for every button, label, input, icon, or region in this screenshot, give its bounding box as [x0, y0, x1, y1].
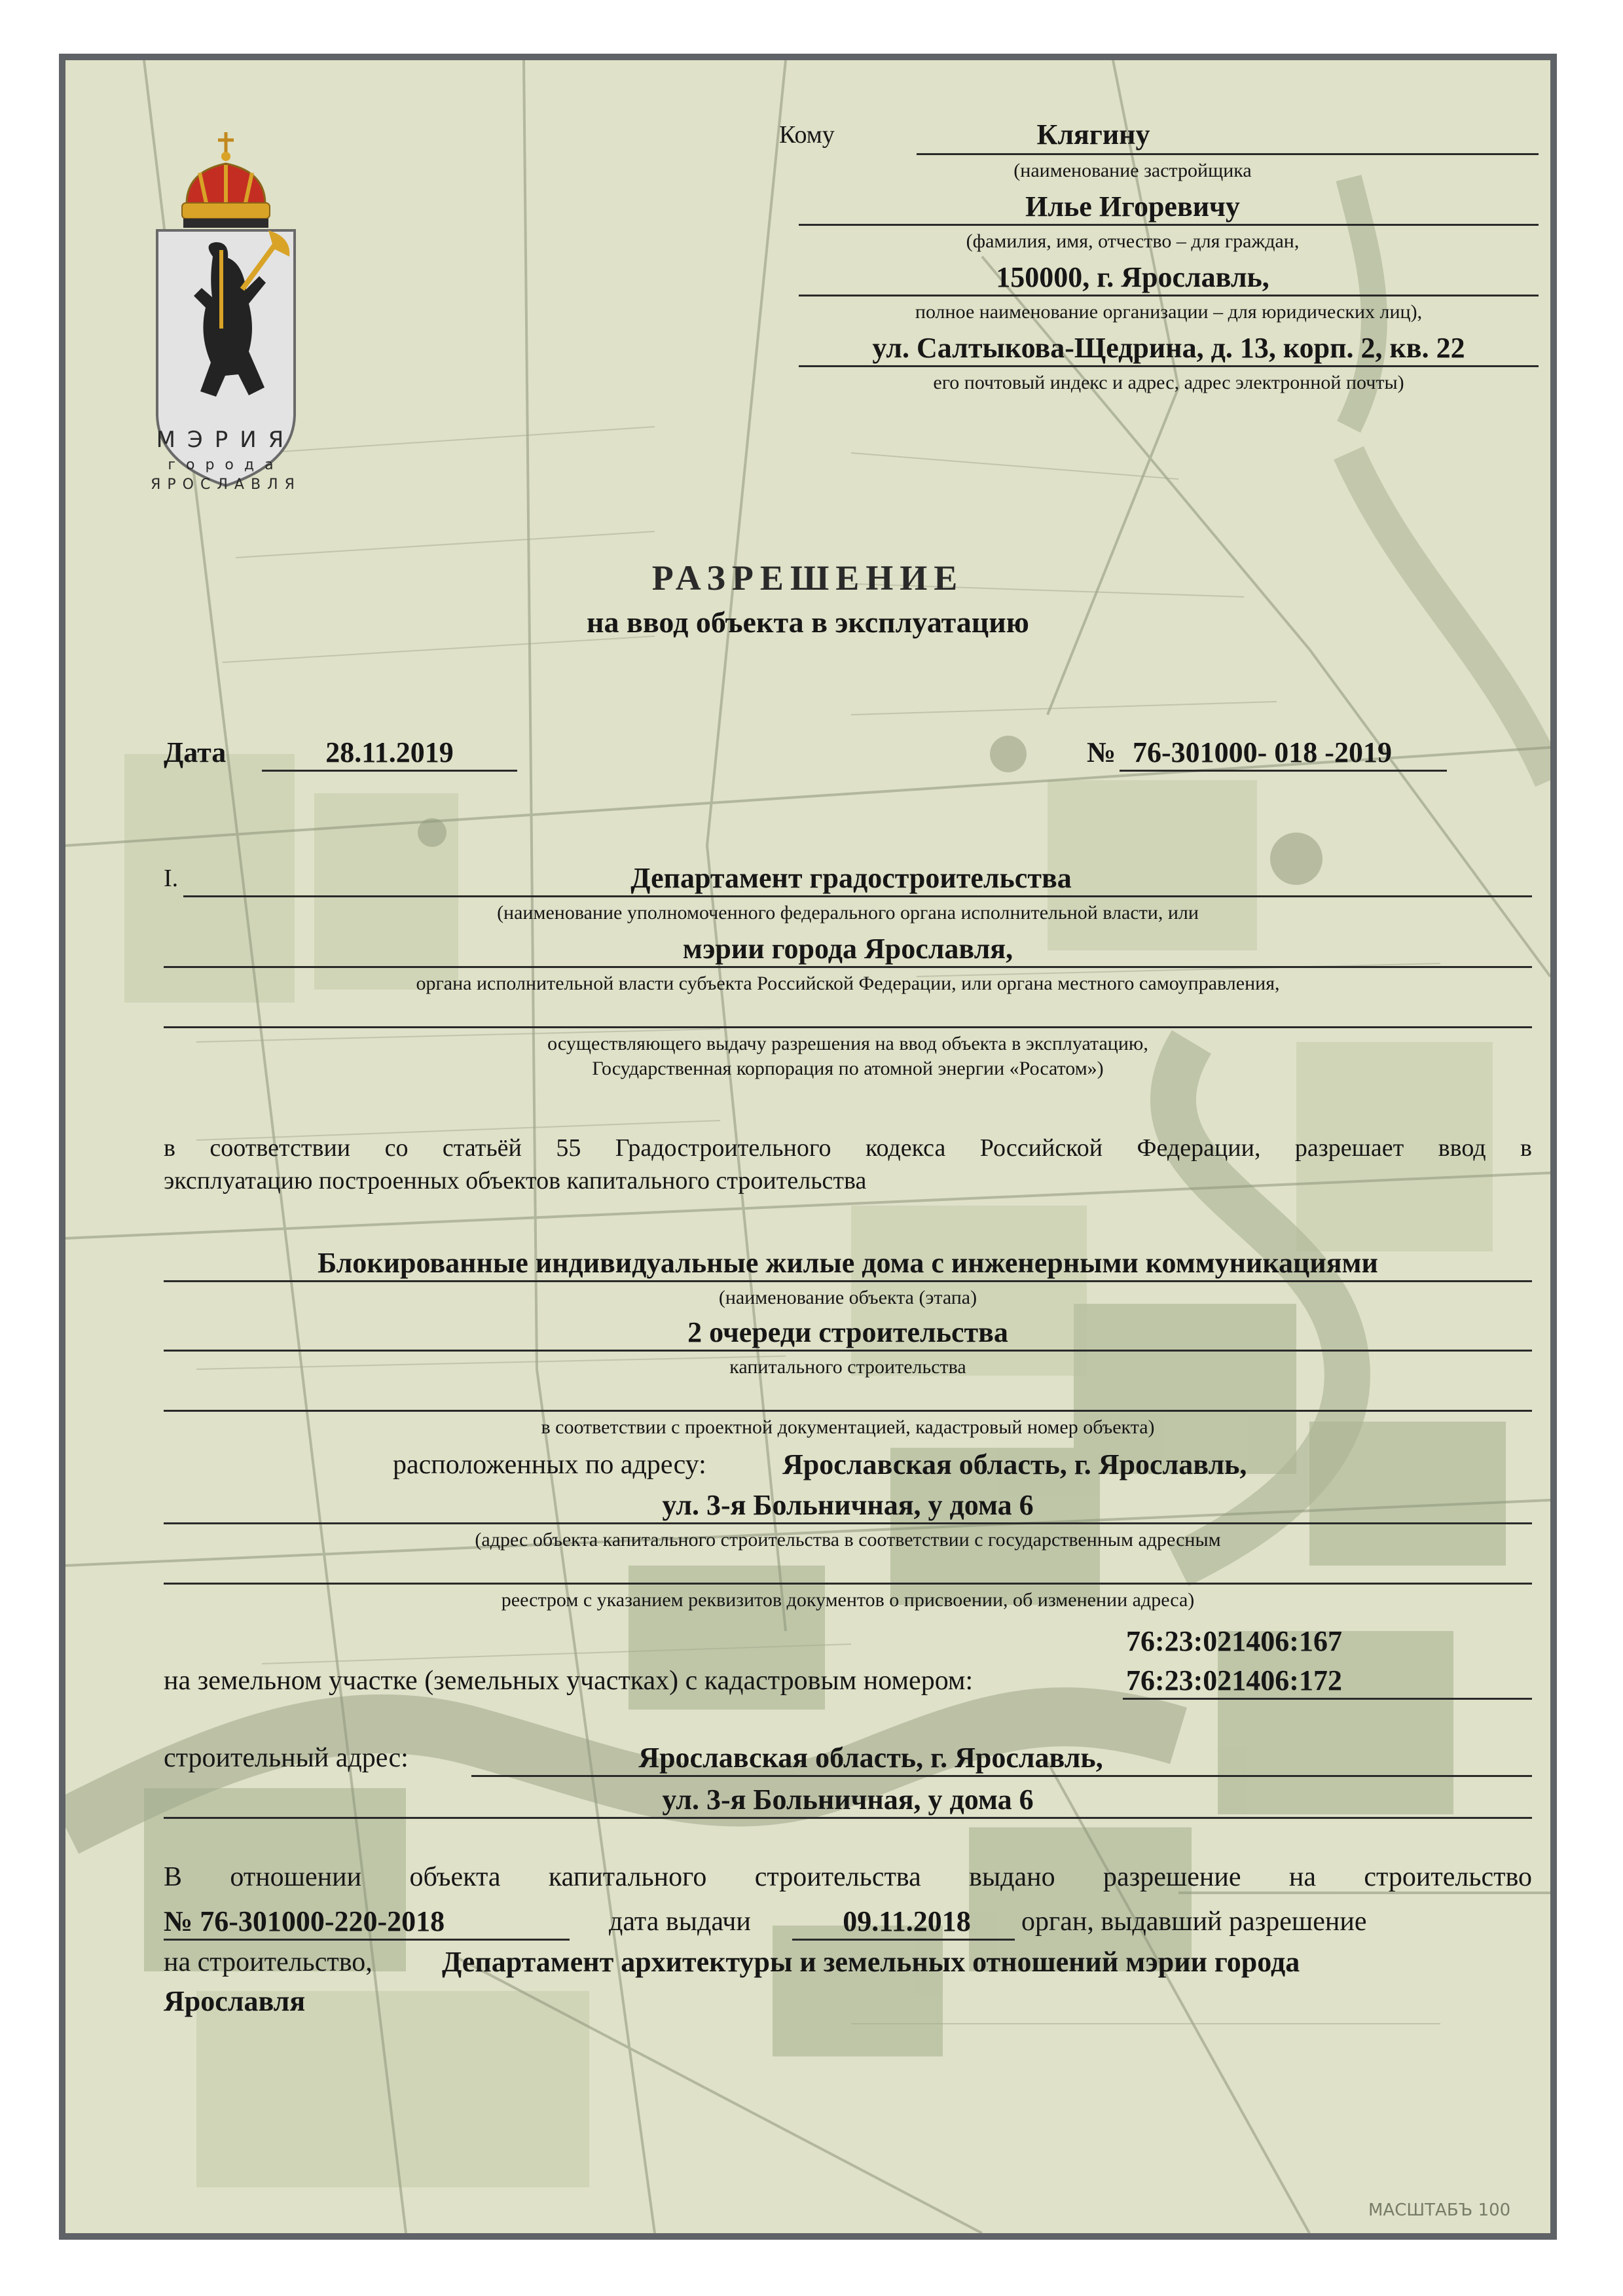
object-name-rule — [164, 1280, 1532, 1282]
logo-caption-1: МЭРИЯ — [156, 427, 296, 453]
to-line — [917, 153, 1539, 155]
address-label: расположенных по адресу: — [393, 1450, 706, 1480]
addressee-street: ул. Салтыкова-Щедрина, д. 13, корп. 2, кв. 22 — [872, 332, 1465, 364]
authority-line-2: мэрии города Ярославля, — [682, 933, 1013, 965]
issuer-label: орган, выдавший разрешение — [1021, 1907, 1367, 1937]
addressee-name: Илье Игоревичу — [1025, 190, 1240, 223]
addressee-street-line — [799, 365, 1539, 367]
cadastral-rule — [1123, 1698, 1532, 1700]
issue-date-label: дата выдачи — [609, 1907, 751, 1937]
address-blank-rule — [164, 1583, 1532, 1585]
address-line-2: ул. 3-я Больничная, у дома 6 — [662, 1489, 1034, 1521]
object-hint-1: (наименование объекта (этапа) — [718, 1287, 977, 1308]
addressee-hint-2: (фамилия, имя, отчество – для граждан, — [966, 230, 1300, 252]
document-title: РАЗРЕШЕНИЕ — [651, 558, 964, 598]
addressee-city: 150000, г. Ярославль, — [996, 261, 1269, 293]
statement-line-1: в соответствии со статьёй 55 Градостроительного кодекса Российской Федерации, разрешает ввод в — [164, 1134, 1532, 1162]
authority-hint-3: осуществляющего выдачу разрешения на ввод объекта в эксплуатацию, — [547, 1033, 1148, 1054]
build-address-rule-2 — [164, 1817, 1532, 1819]
object-hint-2: капитального строительства — [729, 1356, 966, 1378]
authority-line-3-rule — [164, 1026, 1532, 1028]
authority-line-1-rule — [183, 895, 1532, 897]
section-roman: I. — [164, 865, 179, 892]
map-scale-label: МАСШТАБЪ 100 — [1368, 2200, 1511, 2220]
object-hint-3: в соответствии с проектной документацией, кадастровый номер объекта) — [541, 1416, 1155, 1438]
authority-line-1: Департамент градостроительства — [630, 862, 1072, 894]
object-stage-rule — [164, 1350, 1532, 1352]
cadastral-number-1: 76:23:021406:167 — [1126, 1625, 1342, 1657]
authority-hint-2: органа исполнительной власти субъекта Российской Федерации, или органа местного самоуправления, — [416, 973, 1280, 994]
build-address-line-2: ул. 3-я Больничная, у дома 6 — [662, 1784, 1034, 1816]
date-value: 28.11.2019 — [325, 736, 454, 768]
date-label: Дата — [164, 736, 227, 768]
permit-line-1: В отношении объекта капитального строительства выдано разрешение на строительство — [164, 1862, 1532, 1892]
date-line — [262, 770, 517, 772]
addressee-hint-4: его почтовый индекс и адрес, адрес электронной почты) — [933, 372, 1404, 393]
addressee-city-line — [799, 295, 1539, 296]
object-hint-4: (адрес объекта капитального строительства в соответствии с государственным адресным — [475, 1529, 1221, 1551]
authority-line-2-rule — [164, 966, 1532, 968]
logo-caption-2: города — [168, 457, 284, 473]
authority-hint-4: Государственная корпорация по атомной энергии «Росатом») — [592, 1058, 1104, 1079]
addressee-hint-1: (наименование застройщика — [1013, 160, 1252, 181]
land-label: на земельном участке (земельных участках) с кадастровым номером: — [164, 1666, 974, 1696]
build-address-label: строительный адрес: — [164, 1743, 409, 1773]
to-value: Клягину — [1036, 118, 1150, 151]
addressee-hint-3: полное наименование организации – для юридических лиц), — [915, 301, 1423, 323]
authority-hint-1: (наименование уполномоченного федерального органа исполнительной власти, или — [497, 902, 1199, 924]
permit-number-rule — [164, 1939, 570, 1941]
object-stage: 2 очереди строительства — [687, 1316, 1008, 1348]
build-address-rule-1 — [471, 1775, 1532, 1777]
permit-number: № 76-301000-220-2018 — [164, 1905, 445, 1937]
address-line-1: Ярославская область, г. Ярославль, — [782, 1448, 1247, 1480]
number-line — [1120, 770, 1447, 772]
logo-caption-3: ЯРОСЛАВЛЯ — [151, 476, 301, 493]
to-label: Кому — [779, 121, 835, 149]
issue-date: 09.11.2018 — [843, 1905, 971, 1937]
document-subtitle: на ввод объекта в эксплуатацию — [587, 605, 1029, 639]
object-hint-5: реестром с указанием реквизитов документов о присвоении, об изменении адреса) — [501, 1589, 1195, 1611]
address-rule — [164, 1522, 1532, 1524]
permit-sheet — [59, 54, 1557, 2240]
issuer-name-end: Ярославля — [164, 1985, 306, 2017]
addressee-name-line — [799, 224, 1539, 226]
issuer-name: Департамент архитектуры и земельных отношений мэрии города — [442, 1946, 1300, 1978]
object-blank-rule — [164, 1410, 1532, 1412]
build-address-line-1: Ярославская область, г. Ярославль, — [638, 1742, 1103, 1774]
issue-date-rule — [792, 1939, 1015, 1941]
number-label: № — [1087, 736, 1116, 768]
statement-line-2: эксплуатацию построенных объектов капитального строительства — [164, 1167, 867, 1194]
permit-line-3-prefix: на строительство, — [164, 1947, 373, 1977]
number-value: 76-301000- 018 -2019 — [1133, 736, 1392, 768]
object-name: Блокированные индивидуальные жилые дома с инженерными коммуникациями — [318, 1247, 1378, 1279]
cadastral-number-2: 76:23:021406:172 — [1126, 1664, 1342, 1696]
